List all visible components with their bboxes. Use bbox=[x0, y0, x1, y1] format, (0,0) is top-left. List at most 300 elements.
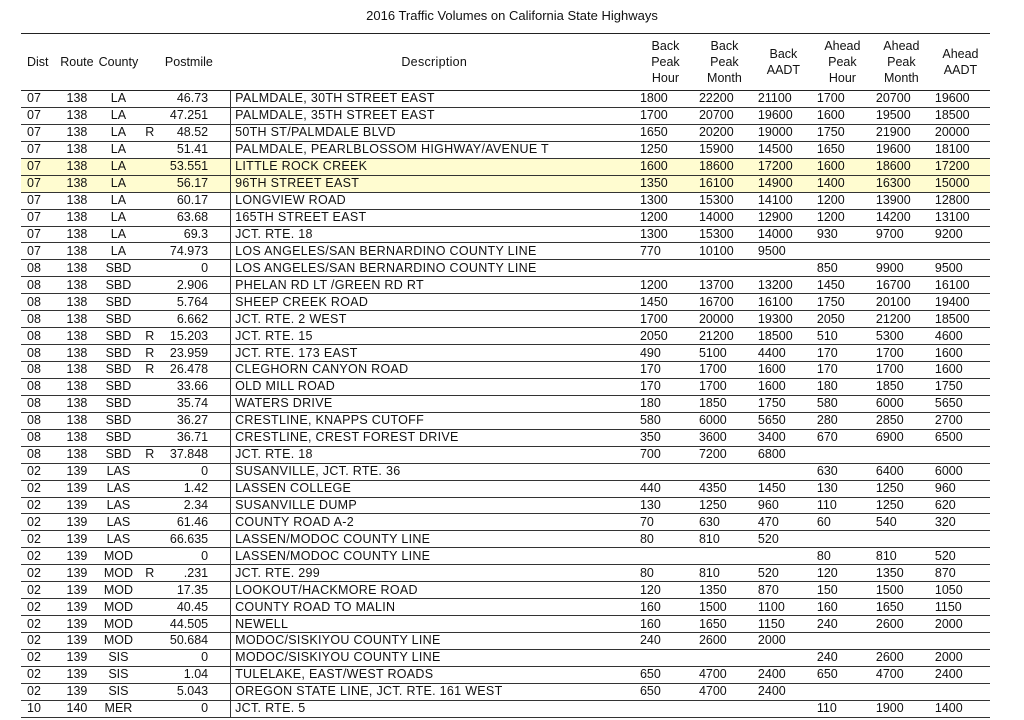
cell-postmile: 36.71 bbox=[159, 429, 231, 446]
cell-route: 138 bbox=[58, 446, 97, 463]
cell-description: COUNTY ROAD A-2 bbox=[231, 514, 636, 531]
header-description: Description bbox=[231, 34, 636, 91]
cell-postmile: 0 bbox=[159, 463, 231, 480]
header-flag bbox=[141, 34, 159, 91]
cell-flag bbox=[141, 294, 159, 311]
table-row bbox=[21, 666, 990, 683]
cell-back-peak-hour: 160 bbox=[636, 599, 695, 616]
cell-county: MOD bbox=[96, 582, 140, 599]
cell-back-peak-month: 7200 bbox=[695, 446, 754, 463]
cell-back-peak-month: 18600 bbox=[695, 158, 754, 175]
cell-back-peak-hour: 440 bbox=[636, 480, 695, 497]
cell-postmile: 0 bbox=[159, 548, 231, 565]
cell-route: 138 bbox=[58, 260, 97, 277]
cell-description: LASSEN/MODOC COUNTY LINE bbox=[231, 548, 636, 565]
cell-postmile: .231 bbox=[159, 565, 231, 582]
cell-dist: 02 bbox=[21, 531, 58, 548]
cell-ahead-peak-hour bbox=[813, 683, 872, 700]
cell-ahead-aadt: 15000 bbox=[931, 175, 990, 192]
cell-flag bbox=[141, 260, 159, 277]
cell-postmile: 2.34 bbox=[159, 497, 231, 514]
cell-ahead-peak-month bbox=[872, 633, 931, 650]
cell-back-aadt: 2000 bbox=[754, 633, 813, 650]
cell-back-aadt: 3400 bbox=[754, 429, 813, 446]
cell-flag bbox=[141, 141, 159, 158]
cell-dist: 07 bbox=[21, 243, 58, 260]
cell-back-aadt: 2400 bbox=[754, 683, 813, 700]
cell-flag bbox=[141, 599, 159, 616]
cell-flag bbox=[141, 633, 159, 650]
document-title: 2016 Traffic Volumes on California State Highways bbox=[366, 8, 658, 23]
cell-ahead-peak-hour: 80 bbox=[813, 548, 872, 565]
table-row bbox=[21, 683, 990, 700]
cell-description: LONGVIEW ROAD bbox=[231, 192, 636, 209]
cell-postmile: 36.27 bbox=[159, 412, 231, 429]
cell-back-peak-month: 1700 bbox=[695, 362, 754, 379]
table-row bbox=[21, 91, 990, 108]
cell-postmile: 2.906 bbox=[159, 277, 231, 294]
cell-description: COUNTY ROAD TO MALIN bbox=[231, 599, 636, 616]
cell-ahead-peak-hour: 1700 bbox=[813, 91, 872, 108]
cell-postmile: 0 bbox=[159, 649, 231, 666]
cell-back-peak-hour: 1650 bbox=[636, 124, 695, 141]
cell-description: JCT. RTE. 18 bbox=[231, 446, 636, 463]
header-back-aadt: Back AADT bbox=[754, 34, 813, 91]
cell-back-peak-hour bbox=[636, 649, 695, 666]
cell-description: 96TH STREET EAST bbox=[231, 175, 636, 192]
cell-ahead-peak-month: 1500 bbox=[872, 582, 931, 599]
cell-route: 139 bbox=[58, 463, 97, 480]
cell-ahead-peak-month: 5300 bbox=[872, 328, 931, 345]
cell-ahead-peak-month: 1850 bbox=[872, 378, 931, 395]
cell-dist: 08 bbox=[21, 260, 58, 277]
cell-route: 139 bbox=[58, 649, 97, 666]
cell-postmile: 40.45 bbox=[159, 599, 231, 616]
table-row bbox=[21, 565, 990, 582]
cell-description: JCT. RTE. 18 bbox=[231, 226, 636, 243]
cell-ahead-aadt: 19400 bbox=[931, 294, 990, 311]
cell-back-aadt: 19300 bbox=[754, 311, 813, 328]
cell-description: MODOC/SISKIYOU COUNTY LINE bbox=[231, 649, 636, 666]
cell-county: LA bbox=[96, 158, 140, 175]
cell-county: SBD bbox=[96, 378, 140, 395]
cell-description: OLD MILL ROAD bbox=[231, 378, 636, 395]
cell-back-peak-hour: 170 bbox=[636, 378, 695, 395]
table-row bbox=[21, 633, 990, 650]
cell-route: 139 bbox=[58, 633, 97, 650]
cell-county: MOD bbox=[96, 599, 140, 616]
cell-back-aadt: 21100 bbox=[754, 91, 813, 108]
cell-ahead-peak-hour: 670 bbox=[813, 429, 872, 446]
cell-county: LAS bbox=[96, 514, 140, 531]
cell-description: CRESTLINE, KNAPPS CUTOFF bbox=[231, 412, 636, 429]
cell-postmile: 1.04 bbox=[159, 666, 231, 683]
cell-dist: 08 bbox=[21, 328, 58, 345]
cell-back-peak-hour: 350 bbox=[636, 429, 695, 446]
cell-postmile: 0 bbox=[159, 260, 231, 277]
cell-back-aadt: 9500 bbox=[754, 243, 813, 260]
table-row bbox=[21, 243, 990, 260]
table-row bbox=[21, 429, 990, 446]
cell-back-aadt: 14900 bbox=[754, 175, 813, 192]
cell-ahead-aadt: 2000 bbox=[931, 649, 990, 666]
cell-back-peak-hour: 1700 bbox=[636, 311, 695, 328]
cell-flag: R bbox=[141, 345, 159, 362]
table-row bbox=[21, 362, 990, 379]
cell-county: LA bbox=[96, 124, 140, 141]
cell-ahead-peak-hour: 160 bbox=[813, 599, 872, 616]
cell-postmile: 17.35 bbox=[159, 582, 231, 599]
cell-back-peak-month: 10100 bbox=[695, 243, 754, 260]
cell-description: PALMDALE, PEARLBLOSSOM HIGHWAY/AVENUE T bbox=[231, 141, 636, 158]
cell-dist: 07 bbox=[21, 158, 58, 175]
cell-ahead-peak-month: 16700 bbox=[872, 277, 931, 294]
cell-dist: 08 bbox=[21, 277, 58, 294]
cell-back-peak-month: 630 bbox=[695, 514, 754, 531]
cell-ahead-peak-month bbox=[872, 243, 931, 260]
cell-route: 138 bbox=[58, 124, 97, 141]
cell-route: 138 bbox=[58, 378, 97, 395]
cell-ahead-peak-hour: 2050 bbox=[813, 311, 872, 328]
cell-ahead-peak-hour: 1600 bbox=[813, 107, 872, 124]
cell-ahead-peak-hour: 930 bbox=[813, 226, 872, 243]
cell-ahead-aadt: 9500 bbox=[931, 260, 990, 277]
cell-dist: 08 bbox=[21, 345, 58, 362]
cell-route: 139 bbox=[58, 582, 97, 599]
cell-description: JCT. RTE. 173 EAST bbox=[231, 345, 636, 362]
cell-flag bbox=[141, 277, 159, 294]
cell-ahead-aadt: 4600 bbox=[931, 328, 990, 345]
cell-ahead-peak-month: 13900 bbox=[872, 192, 931, 209]
cell-description: JCT. RTE. 15 bbox=[231, 328, 636, 345]
cell-ahead-aadt: 2700 bbox=[931, 412, 990, 429]
cell-route: 138 bbox=[58, 294, 97, 311]
cell-ahead-peak-hour: 280 bbox=[813, 412, 872, 429]
cell-description: LOS ANGELES/SAN BERNARDINO COUNTY LINE bbox=[231, 260, 636, 277]
cell-ahead-aadt bbox=[931, 531, 990, 548]
table-row bbox=[21, 582, 990, 599]
cell-route: 138 bbox=[58, 141, 97, 158]
cell-county: SBD bbox=[96, 345, 140, 362]
cell-ahead-peak-hour: 130 bbox=[813, 480, 872, 497]
cell-dist: 08 bbox=[21, 429, 58, 446]
cell-postmile: 56.17 bbox=[159, 175, 231, 192]
table-row bbox=[21, 616, 990, 633]
cell-dist: 08 bbox=[21, 412, 58, 429]
cell-back-peak-month bbox=[695, 700, 754, 717]
cell-ahead-aadt: 17200 bbox=[931, 158, 990, 175]
cell-ahead-peak-hour: 1450 bbox=[813, 277, 872, 294]
cell-back-peak-month: 4350 bbox=[695, 480, 754, 497]
cell-ahead-peak-month: 21900 bbox=[872, 124, 931, 141]
table-row bbox=[21, 107, 990, 124]
table-row bbox=[21, 192, 990, 209]
cell-flag bbox=[141, 582, 159, 599]
cell-ahead-peak-hour: 1750 bbox=[813, 124, 872, 141]
cell-ahead-peak-hour: 110 bbox=[813, 700, 872, 717]
cell-back-peak-month: 21200 bbox=[695, 328, 754, 345]
cell-back-aadt bbox=[754, 700, 813, 717]
cell-back-peak-month: 1250 bbox=[695, 497, 754, 514]
cell-route: 139 bbox=[58, 616, 97, 633]
cell-description: LOS ANGELES/SAN BERNARDINO COUNTY LINE bbox=[231, 243, 636, 260]
cell-flag bbox=[141, 243, 159, 260]
cell-back-peak-month: 20700 bbox=[695, 107, 754, 124]
cell-county: LAS bbox=[96, 497, 140, 514]
cell-route: 139 bbox=[58, 599, 97, 616]
cell-back-peak-hour: 70 bbox=[636, 514, 695, 531]
table-row bbox=[21, 141, 990, 158]
cell-ahead-aadt: 1600 bbox=[931, 362, 990, 379]
cell-back-peak-hour bbox=[636, 700, 695, 717]
cell-ahead-peak-hour: 150 bbox=[813, 582, 872, 599]
cell-back-peak-hour: 770 bbox=[636, 243, 695, 260]
traffic-volume-table bbox=[21, 33, 990, 718]
cell-back-peak-hour: 700 bbox=[636, 446, 695, 463]
cell-description: CLEGHORN CANYON ROAD bbox=[231, 362, 636, 379]
header-ahead-peak-month: Ahead Peak Month bbox=[872, 34, 931, 91]
cell-flag bbox=[141, 548, 159, 565]
cell-back-peak-month: 6000 bbox=[695, 412, 754, 429]
cell-back-peak-month: 1850 bbox=[695, 395, 754, 412]
cell-dist: 08 bbox=[21, 378, 58, 395]
cell-back-peak-month bbox=[695, 260, 754, 277]
cell-back-aadt: 14100 bbox=[754, 192, 813, 209]
table-row bbox=[21, 548, 990, 565]
cell-postmile: 60.17 bbox=[159, 192, 231, 209]
cell-county: LAS bbox=[96, 480, 140, 497]
cell-back-peak-month: 16100 bbox=[695, 175, 754, 192]
cell-postmile: 26.478 bbox=[159, 362, 231, 379]
cell-postmile: 35.74 bbox=[159, 395, 231, 412]
cell-back-peak-hour bbox=[636, 463, 695, 480]
cell-back-peak-hour: 650 bbox=[636, 666, 695, 683]
cell-ahead-peak-month: 21200 bbox=[872, 311, 931, 328]
cell-ahead-peak-hour: 240 bbox=[813, 649, 872, 666]
cell-back-aadt: 5650 bbox=[754, 412, 813, 429]
cell-dist: 07 bbox=[21, 226, 58, 243]
cell-postmile: 47.251 bbox=[159, 107, 231, 124]
cell-county: SBD bbox=[96, 277, 140, 294]
cell-description: LITTLE ROCK CREEK bbox=[231, 158, 636, 175]
cell-back-aadt: 4400 bbox=[754, 345, 813, 362]
table-row bbox=[21, 412, 990, 429]
cell-postmile: 63.68 bbox=[159, 209, 231, 226]
cell-dist: 02 bbox=[21, 633, 58, 650]
cell-flag: R bbox=[141, 565, 159, 582]
cell-county: MOD bbox=[96, 616, 140, 633]
header-back-peak-month: Back Peak Month bbox=[695, 34, 754, 91]
cell-ahead-peak-month: 2600 bbox=[872, 616, 931, 633]
cell-dist: 07 bbox=[21, 141, 58, 158]
cell-route: 138 bbox=[58, 429, 97, 446]
cell-route: 138 bbox=[58, 226, 97, 243]
cell-flag bbox=[141, 209, 159, 226]
cell-flag bbox=[141, 91, 159, 108]
cell-description: 50TH ST/PALMDALE BLVD bbox=[231, 124, 636, 141]
cell-back-peak-hour: 1300 bbox=[636, 192, 695, 209]
cell-route: 138 bbox=[58, 91, 97, 108]
cell-county: SBD bbox=[96, 429, 140, 446]
cell-ahead-peak-hour: 650 bbox=[813, 666, 872, 683]
cell-ahead-aadt: 6500 bbox=[931, 429, 990, 446]
cell-back-aadt: 520 bbox=[754, 565, 813, 582]
table-row bbox=[21, 378, 990, 395]
cell-description: 165TH STREET EAST bbox=[231, 209, 636, 226]
cell-description: SUSANVILLE DUMP bbox=[231, 497, 636, 514]
cell-back-aadt: 1750 bbox=[754, 395, 813, 412]
table-row bbox=[21, 395, 990, 412]
cell-back-peak-hour: 1700 bbox=[636, 107, 695, 124]
cell-flag bbox=[141, 683, 159, 700]
cell-description: PALMDALE, 30TH STREET EAST bbox=[231, 91, 636, 108]
cell-county: MOD bbox=[96, 548, 140, 565]
cell-back-peak-hour: 650 bbox=[636, 683, 695, 700]
cell-dist: 07 bbox=[21, 124, 58, 141]
cell-ahead-peak-month bbox=[872, 446, 931, 463]
cell-back-aadt: 19600 bbox=[754, 107, 813, 124]
table-row bbox=[21, 209, 990, 226]
cell-flag bbox=[141, 666, 159, 683]
cell-postmile: 6.662 bbox=[159, 311, 231, 328]
cell-dist: 07 bbox=[21, 91, 58, 108]
cell-back-peak-month: 5100 bbox=[695, 345, 754, 362]
cell-ahead-aadt: 620 bbox=[931, 497, 990, 514]
cell-back-peak-hour: 580 bbox=[636, 412, 695, 429]
cell-ahead-peak-hour: 60 bbox=[813, 514, 872, 531]
cell-back-peak-month: 20200 bbox=[695, 124, 754, 141]
cell-description: MODOC/SISKIYOU COUNTY LINE bbox=[231, 633, 636, 650]
cell-route: 139 bbox=[58, 666, 97, 683]
cell-county: SBD bbox=[96, 362, 140, 379]
cell-postmile: 37.848 bbox=[159, 446, 231, 463]
cell-ahead-peak-month: 810 bbox=[872, 548, 931, 565]
cell-county: LAS bbox=[96, 531, 140, 548]
cell-dist: 02 bbox=[21, 599, 58, 616]
cell-ahead-peak-month: 1700 bbox=[872, 345, 931, 362]
header-dist: Dist bbox=[21, 34, 58, 91]
cell-dist: 02 bbox=[21, 582, 58, 599]
cell-ahead-aadt bbox=[931, 683, 990, 700]
cell-back-peak-month: 1350 bbox=[695, 582, 754, 599]
cell-postmile: 0 bbox=[159, 700, 231, 717]
cell-postmile: 5.043 bbox=[159, 683, 231, 700]
cell-ahead-peak-month: 6900 bbox=[872, 429, 931, 446]
cell-route: 138 bbox=[58, 243, 97, 260]
cell-ahead-peak-hour bbox=[813, 633, 872, 650]
cell-county: LA bbox=[96, 226, 140, 243]
header-ahead-aadt: Ahead AADT bbox=[931, 34, 990, 91]
cell-back-aadt: 18500 bbox=[754, 328, 813, 345]
cell-ahead-peak-hour: 1600 bbox=[813, 158, 872, 175]
cell-description: PHELAN RD LT /GREEN RD RT bbox=[231, 277, 636, 294]
cell-postmile: 33.66 bbox=[159, 378, 231, 395]
cell-ahead-aadt bbox=[931, 446, 990, 463]
cell-flag bbox=[141, 616, 159, 633]
cell-back-peak-hour: 490 bbox=[636, 345, 695, 362]
cell-back-peak-month: 1700 bbox=[695, 378, 754, 395]
cell-ahead-peak-month bbox=[872, 531, 931, 548]
cell-back-aadt: 17200 bbox=[754, 158, 813, 175]
cell-ahead-peak-month: 9900 bbox=[872, 260, 931, 277]
cell-ahead-aadt: 20000 bbox=[931, 124, 990, 141]
cell-route: 139 bbox=[58, 497, 97, 514]
cell-flag: R bbox=[141, 124, 159, 141]
cell-county: LA bbox=[96, 243, 140, 260]
cell-back-peak-hour: 120 bbox=[636, 582, 695, 599]
cell-ahead-aadt: 2000 bbox=[931, 616, 990, 633]
cell-back-aadt: 12900 bbox=[754, 209, 813, 226]
cell-back-aadt: 14500 bbox=[754, 141, 813, 158]
cell-back-peak-hour: 1250 bbox=[636, 141, 695, 158]
cell-ahead-aadt: 12800 bbox=[931, 192, 990, 209]
cell-ahead-aadt: 18500 bbox=[931, 311, 990, 328]
cell-ahead-peak-month: 9700 bbox=[872, 226, 931, 243]
cell-description: OREGON STATE LINE, JCT. RTE. 161 WEST bbox=[231, 683, 636, 700]
table-row bbox=[21, 497, 990, 514]
cell-back-aadt: 1600 bbox=[754, 362, 813, 379]
cell-description: LASSEN/MODOC COUNTY LINE bbox=[231, 531, 636, 548]
cell-ahead-aadt: 320 bbox=[931, 514, 990, 531]
cell-dist: 02 bbox=[21, 480, 58, 497]
cell-back-peak-hour: 80 bbox=[636, 565, 695, 582]
cell-back-peak-month: 16700 bbox=[695, 294, 754, 311]
cell-postmile: 69.3 bbox=[159, 226, 231, 243]
cell-dist: 08 bbox=[21, 362, 58, 379]
cell-ahead-aadt: 16100 bbox=[931, 277, 990, 294]
cell-ahead-peak-hour: 110 bbox=[813, 497, 872, 514]
cell-postmile: 66.635 bbox=[159, 531, 231, 548]
cell-back-aadt bbox=[754, 649, 813, 666]
cell-postmile: 15.203 bbox=[159, 328, 231, 345]
cell-description: LOOKOUT/HACKMORE ROAD bbox=[231, 582, 636, 599]
cell-postmile: 74.973 bbox=[159, 243, 231, 260]
cell-dist: 02 bbox=[21, 666, 58, 683]
cell-ahead-aadt: 13100 bbox=[931, 209, 990, 226]
cell-back-aadt: 16100 bbox=[754, 294, 813, 311]
header-postmile: Postmile bbox=[159, 34, 231, 91]
cell-description: JCT. RTE. 2 WEST bbox=[231, 311, 636, 328]
cell-ahead-aadt: 1150 bbox=[931, 599, 990, 616]
cell-ahead-aadt: 9200 bbox=[931, 226, 990, 243]
cell-county: SIS bbox=[96, 666, 140, 683]
cell-back-peak-hour: 170 bbox=[636, 362, 695, 379]
cell-description: WATERS DRIVE bbox=[231, 395, 636, 412]
cell-back-peak-hour: 160 bbox=[636, 616, 695, 633]
cell-postmile: 61.46 bbox=[159, 514, 231, 531]
cell-flag bbox=[141, 378, 159, 395]
cell-description: NEWELL bbox=[231, 616, 636, 633]
cell-back-aadt bbox=[754, 463, 813, 480]
table-row bbox=[21, 514, 990, 531]
cell-ahead-aadt bbox=[931, 243, 990, 260]
cell-back-peak-month: 4700 bbox=[695, 666, 754, 683]
table-row bbox=[21, 463, 990, 480]
cell-dist: 07 bbox=[21, 209, 58, 226]
cell-postmile: 51.41 bbox=[159, 141, 231, 158]
cell-ahead-aadt: 5650 bbox=[931, 395, 990, 412]
cell-route: 139 bbox=[58, 514, 97, 531]
cell-county: LAS bbox=[96, 463, 140, 480]
cell-route: 138 bbox=[58, 192, 97, 209]
cell-ahead-peak-month: 1350 bbox=[872, 565, 931, 582]
cell-back-peak-month bbox=[695, 649, 754, 666]
cell-back-peak-month: 3600 bbox=[695, 429, 754, 446]
cell-ahead-peak-month: 19500 bbox=[872, 107, 931, 124]
cell-back-aadt: 1600 bbox=[754, 378, 813, 395]
table-row bbox=[21, 531, 990, 548]
cell-ahead-peak-hour: 120 bbox=[813, 565, 872, 582]
